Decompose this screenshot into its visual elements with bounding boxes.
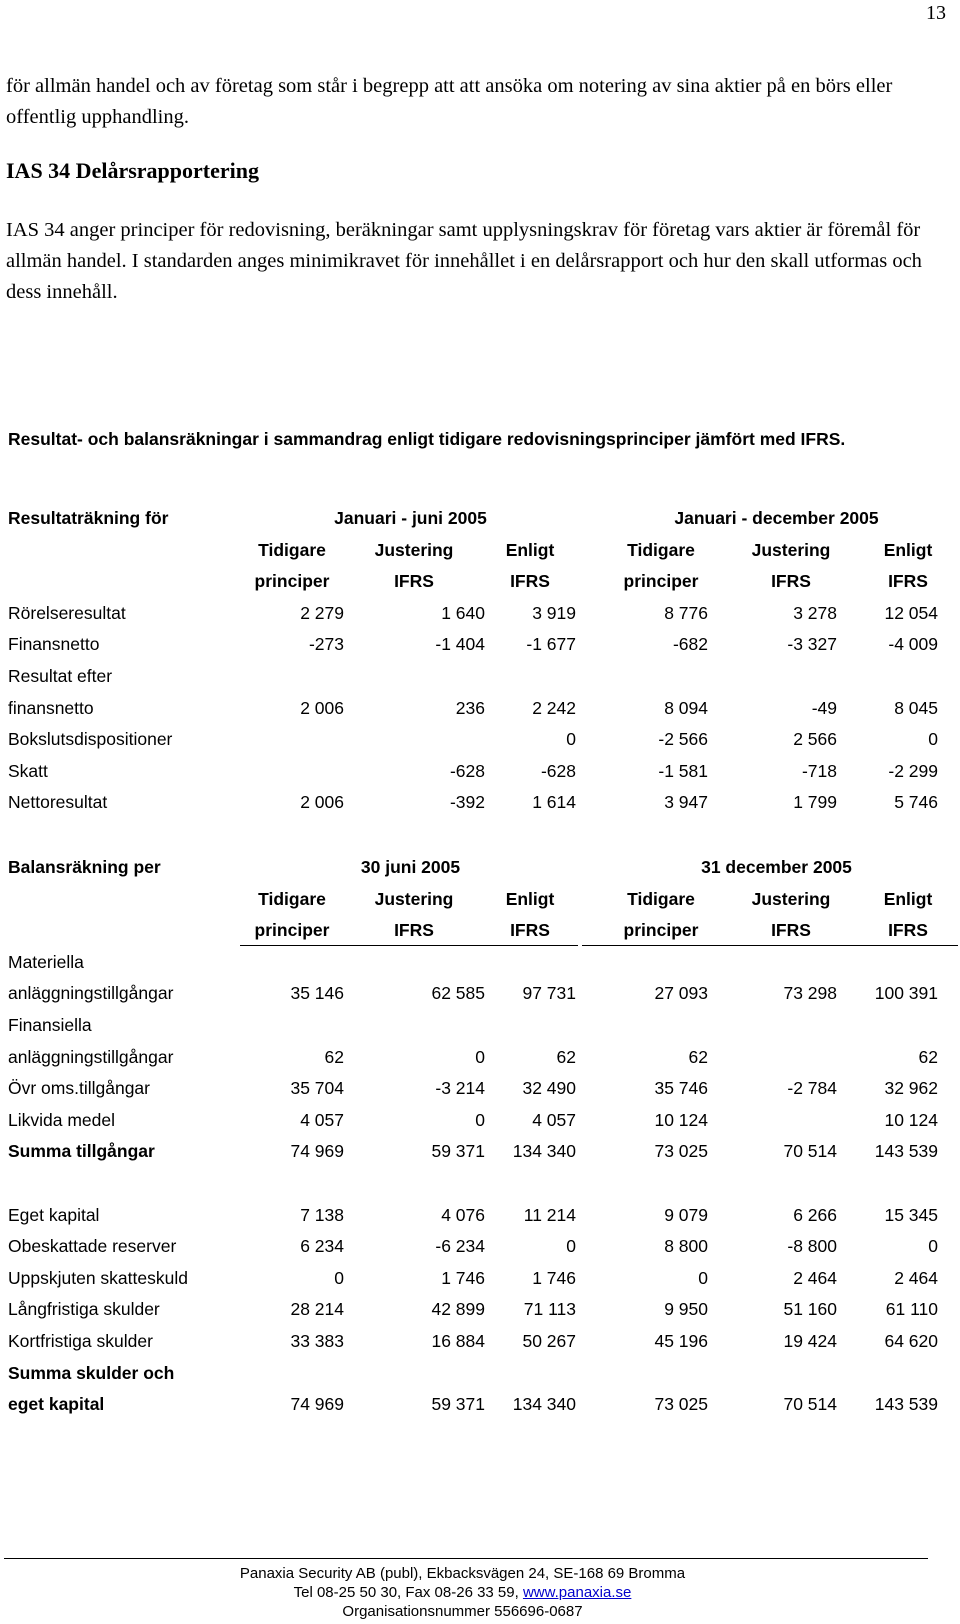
table-row [0,787,960,819]
column-header-row [0,535,960,567]
liability-rows [0,1200,960,1421]
table-cell: 62 [918,1046,938,1067]
row-label: Summa skulder och [8,1362,175,1383]
row-label: Resultat efter [8,665,113,686]
table-cell: -1 404 [435,634,485,655]
table-cell: 73 298 [783,983,837,1004]
table-cell: 3 947 [664,792,708,813]
table-row [0,947,960,979]
column-header: Justering [751,888,831,909]
table-cell: 15 345 [884,1204,938,1225]
table-cell: -628 [449,760,485,781]
table-cell: -628 [540,760,576,781]
table-cell: 5 746 [894,792,938,813]
table-cell: 11 214 [523,1204,576,1225]
column-header: IFRS [771,920,811,941]
table-cell: 35 146 [290,983,344,1004]
table-cell: 12 054 [884,602,938,623]
table-cell: -49 [811,697,837,718]
column-header: IFRS [888,920,928,941]
column-header: IFRS [394,571,434,592]
row-label: Skatt [8,760,48,781]
table-row [0,1263,960,1295]
column-header-row [0,884,960,916]
table-cell: 32 490 [522,1078,576,1099]
table-row [0,1294,960,1326]
row-label: Uppskjuten skatteskuld [8,1267,188,1288]
table-cell: 70 514 [783,1141,837,1162]
footer-divider [4,1558,928,1559]
table-cell: 4 057 [532,1109,576,1130]
table-cell: 62 [556,1046,576,1067]
column-header: Justering [751,539,831,560]
table-cell: 0 [566,729,576,750]
table-row [0,1042,960,1074]
table-row [0,1389,960,1421]
table-cell: -1 677 [526,634,576,655]
balance-sheet-table [0,852,960,1421]
table-header-row [0,503,960,535]
table-row [0,1358,960,1390]
footer-org-number: Organisationsnummer 556696-0687 [342,1603,583,1620]
table-row [0,1105,960,1137]
row-label: Eget kapital [8,1204,100,1225]
column-header: IFRS [510,920,550,941]
table-row [0,1010,960,1042]
table-cell: 1 640 [441,602,485,623]
column-header-row [0,566,960,598]
table-cell: 100 391 [874,983,938,1004]
table-cell: 4 057 [300,1109,344,1130]
table-cell: 0 [928,729,938,750]
table-title: Balansräkning per [8,857,161,877]
column-header: Enligt [505,539,555,560]
footer-address: Panaxia Security AB (publ), Ekbacksvägen 24, SE-168 69 Bromma [239,1565,686,1582]
table-row [0,756,960,788]
table-cell: -392 [449,792,485,813]
table-header-row [0,852,960,884]
table-cell: 70 514 [783,1394,837,1415]
table-cell: 35 704 [290,1078,344,1099]
row-label: Obeskattade reserver [8,1236,177,1257]
table-cell: 27 093 [654,983,708,1004]
period-header: Januari - december 2005 [674,508,879,528]
column-header: Enligt [883,888,933,909]
table-cell: 42 899 [431,1299,485,1320]
table-cell: 59 371 [431,1394,485,1415]
table-cell: 1 746 [441,1267,485,1288]
table-cell: 143 539 [874,1394,938,1415]
table-row [0,1231,960,1263]
table-cell: 59 371 [431,1141,485,1162]
row-label: Långfristiga skulder [8,1299,160,1320]
table-cell: 236 [455,697,485,718]
row-label: Bokslutsdispositioner [8,729,173,750]
income-rows [0,598,960,819]
table-cell: 10 124 [654,1109,708,1130]
row-label: Kortfristiga skulder [8,1330,153,1351]
column-header-row [0,915,960,947]
section-heading: IAS 34 Delårsrapportering [6,158,259,183]
table-cell: 0 [698,1267,708,1288]
table-row [0,1136,960,1168]
row-label: Rörelseresultat [8,602,126,623]
table-cell: 64 620 [884,1330,938,1351]
table-cell: 2 566 [793,729,837,750]
table-cell: 1 746 [532,1267,576,1288]
table-cell: 134 340 [512,1394,576,1415]
table-cell: -2 784 [787,1078,837,1099]
table-cell: -1 581 [658,760,708,781]
table-row [0,1200,960,1232]
table-cell: 0 [566,1236,576,1257]
table-cell: 7 138 [300,1204,344,1225]
page-number: 13 [926,2,946,24]
table-title: Resultaträkning för [8,508,169,528]
column-header: principer [623,571,699,592]
row-spacer [0,1168,960,1200]
column-header: Justering [374,539,454,560]
table-cell: 134 340 [512,1141,576,1162]
table-cell: 10 124 [884,1109,938,1130]
table-cell: 50 267 [522,1330,576,1351]
table-cell: 8 094 [664,697,708,718]
column-header: Tidigare [258,539,326,560]
column-header: Tidigare [258,888,326,909]
table-cell: 0 [475,1109,485,1130]
table-cell: -3 214 [435,1078,485,1099]
table-cell: 0 [928,1236,938,1257]
intro-paragraph: för allmän handel och av företag som står i begrepp att att ansöka om notering av sina aktier på en börs eller offentlig upphandling. [6,75,893,128]
table-row [0,661,960,693]
column-header: principer [254,920,330,941]
table-cell: 28 214 [290,1299,344,1320]
column-header: Enligt [883,539,933,560]
asset-rows [0,947,960,1168]
footer [0,1564,960,1621]
table-cell: 61 110 [885,1299,938,1320]
table-cell: 74 969 [290,1394,344,1415]
table-row [0,1073,960,1105]
table-cell: -682 [672,634,708,655]
table-cell: -718 [801,760,837,781]
table-cell: 9 079 [664,1204,708,1225]
table-cell: 97 731 [522,983,576,1004]
table-cell: 143 539 [874,1141,938,1162]
column-header: IFRS [510,571,550,592]
table-cell: 45 196 [654,1330,708,1351]
footer-phone: Tel 08-25 50 30, Fax 08-26 33 59, [293,1584,523,1601]
income-statement-table [0,503,960,819]
table-cell: 32 962 [884,1078,938,1099]
table-cell: 71 113 [523,1299,576,1320]
table-row [0,1326,960,1358]
table-cell: 6 266 [793,1204,837,1225]
table-cell: -6 234 [435,1236,485,1257]
row-label: Likvida medel [8,1109,115,1130]
table-cell: 2 279 [300,602,344,623]
table-cell: 8 800 [664,1236,708,1257]
table-row [0,724,960,756]
table-cell: 62 585 [431,983,485,1004]
table-cell: 19 424 [783,1330,837,1351]
table-cell: 33 383 [290,1330,344,1351]
table-cell: 16 884 [431,1330,485,1351]
table-cell: 73 025 [654,1394,708,1415]
table-cell: 2 006 [300,792,344,813]
table-cell: 73 025 [654,1141,708,1162]
row-label: Övr oms.tillgångar [8,1078,150,1099]
row-label: anläggningstillgångar [8,1046,174,1067]
table-cell: 8 045 [894,697,938,718]
table-cell: 9 950 [664,1299,708,1320]
table-cell: 62 [688,1046,708,1067]
row-label: Finansiella [8,1014,92,1035]
table-cell: 1 799 [793,792,837,813]
table-cell: 3 278 [793,602,837,623]
table-cell: 8 776 [664,602,708,623]
table-row [0,978,960,1010]
table-cell: 2 464 [894,1267,938,1288]
table-cell: 2 006 [300,697,344,718]
column-header: IFRS [771,571,811,592]
period-header: 31 december 2005 [701,857,852,877]
table-cell: 51 160 [783,1299,837,1320]
row-label: Finansnetto [8,634,100,655]
footer-contact [0,1583,925,1602]
table-cell: 2 464 [793,1267,837,1288]
row-label: Materiella [8,951,84,972]
row-label: anläggningstillgångar [8,983,174,1004]
table-cell: 35 746 [654,1078,708,1099]
table-cell: 74 969 [290,1141,344,1162]
column-header: Tidigare [627,888,695,909]
table-cell: 0 [334,1267,344,1288]
website-link[interactable]: www.panaxia.se [522,1584,632,1601]
column-header: principer [254,571,330,592]
column-header: Enligt [505,888,555,909]
table-cell: -2 299 [888,760,938,781]
column-header: IFRS [888,571,928,592]
table-cell: 6 234 [300,1236,344,1257]
table-row [0,629,960,661]
row-label: Nettoresultat [8,792,108,813]
table-cell: 3 919 [532,602,576,623]
period-header: 30 juni 2005 [360,857,461,877]
row-label: eget kapital [8,1394,105,1415]
table-cell: -8 800 [787,1236,837,1257]
ias-paragraph: IAS 34 anger principer för redovisning, beräkningar samt upplysningskrav för företag vars aktier är föremål för allmän handel. I standarden anges minimikravet för innehållet i en delårsrapport och hur den skall utformas och dess innehåll. [6,219,922,303]
column-header: Justering [374,888,454,909]
column-header: Tidigare [627,539,695,560]
table-cell: 1 614 [532,792,576,813]
column-header: principer [623,920,699,941]
table-cell: 62 [324,1046,344,1067]
column-header: IFRS [394,920,434,941]
table-cell: -2 566 [658,729,708,750]
table-cell: 0 [475,1046,485,1067]
row-label: Summa tillgångar [8,1141,155,1162]
table-cell: -4 009 [888,634,938,655]
table-cell: -273 [308,634,344,655]
table-cell: 2 242 [532,697,576,718]
table-row [0,598,960,630]
table-row [0,693,960,725]
table-cell: 4 076 [441,1204,485,1225]
tables-title: Resultat- och balansräkningar i sammandrag enligt tidigare redovisningsprinciper jämfört med IFRS. [8,429,846,449]
table-cell: -3 327 [787,634,837,655]
row-label: finansnetto [8,697,94,718]
period-header: Januari - juni 2005 [334,508,487,528]
